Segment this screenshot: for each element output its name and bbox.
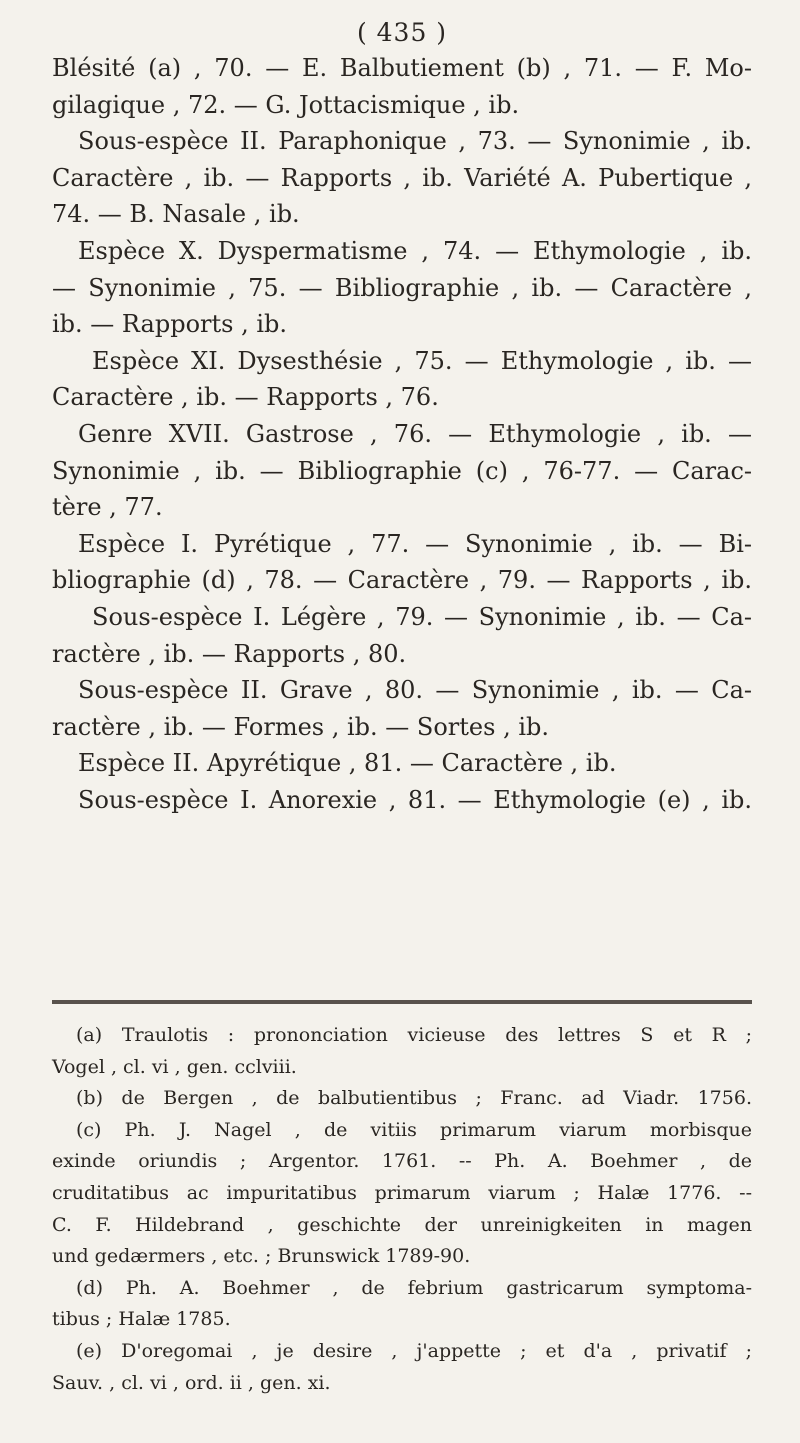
index-line: Genre XVII. Gastrose , 76. — Ethymologie , ib. — xyxy=(78,419,752,448)
index-line: ib. — Rapports , ib. xyxy=(52,310,288,339)
index-line: Sous-espèce I. Anorexie , 81. — Ethymologie (e) , ib. xyxy=(78,785,752,814)
footnote-line: Sauv. , cl. vi , ord. ii , gen. xi. xyxy=(52,1371,331,1394)
footnote-line: Vogel , cl. vi , gen. cclviii. xyxy=(52,1055,297,1078)
index-line: bliographie (d) , 78. — Caractère , 79. — Rapports , ib. xyxy=(52,566,752,595)
footnote-line: cruditatibus ac impuritatibus primarum viarum ; Halæ 1776. -- xyxy=(52,1181,752,1204)
footnote-line: und gedærmers , etc. ; Brunswick 1789-90. xyxy=(52,1245,471,1268)
footnote-divider xyxy=(52,1000,752,1004)
index-line: 74. — B. Nasale , ib. xyxy=(52,200,300,229)
footnote-line: (d) Ph. A. Boehmer , de febrium gastricarum symptoma- xyxy=(76,1276,752,1299)
footnote-line: tibus ; Halæ 1785. xyxy=(52,1308,231,1331)
footnote-line: C. F. Hildebrand , geschichte der unreinigkeiten in magen xyxy=(52,1213,752,1236)
index-line: Blésité (a) , 70. — E. Balbutiement (b) , 71. — F. Mo- xyxy=(52,54,752,82)
index-line: ractère , ib. — Rapports , 80. xyxy=(52,639,407,668)
footnote-line: exinde oriundis ; Argentor. 1761. -- Ph. A. Boehmer , de xyxy=(52,1150,752,1173)
index-line: Sous-espèce I. Légère , 79. — Synonimie , ib. — Ca- xyxy=(92,602,752,631)
footnotes xyxy=(52,1020,752,1399)
index-line: Espèce I. Pyrétique , 77. — Synonimie , ib. — Bi- xyxy=(78,529,752,558)
index-line: tère , 77. xyxy=(52,493,163,522)
footnote-line: (a) Traulotis : prononciation vicieuse des lettres S et R ; xyxy=(76,1024,752,1046)
index-line: ractère , ib. — Formes , ib. — Sortes , ib. xyxy=(52,712,549,741)
index-line: Synonimie , ib. — Bibliographie (c) , 76-77. — Carac- xyxy=(52,456,752,485)
index-line: gilagique , 72. — G. Jottacismique , ib. xyxy=(52,90,520,119)
index-line: Espèce XI. Dysesthésie , 75. — Ethymologie , ib. — xyxy=(92,346,752,375)
index-body xyxy=(52,50,752,818)
index-line: Caractère , ib. — Rapports , 76. xyxy=(52,383,439,412)
footnote-line: (e) D'oregomai , je desire , j'appette ; et d'a , privatif ; xyxy=(76,1339,752,1362)
index-line: Caractère , ib. — Rapports , ib. Variété A. Pubertique , xyxy=(52,163,752,192)
index-line: Sous-espèce II. Paraphonique , 73. — Synonimie , ib. xyxy=(78,127,752,156)
page-number: ( 435 ) xyxy=(356,18,448,47)
index-line: Sous-espèce II. Grave , 80. — Synonimie , ib. — Ca- xyxy=(78,676,752,705)
index-line: — Synonimie , 75. — Bibliographie , ib. — Caractère , xyxy=(52,273,752,302)
index-line: Espèce X. Dyspermatisme , 74. — Ethymologie , ib. xyxy=(78,236,752,265)
footnote-line: (b) de Bergen , de balbutientibus ; Franc. ad Viadr. 1756. xyxy=(76,1087,752,1110)
index-line: Espèce II. Apyrétique , 81. — Caractère , ib. xyxy=(78,749,617,778)
footnote-line: (c) Ph. J. Nagel , de vitiis primarum viarum morbisque xyxy=(76,1118,752,1141)
